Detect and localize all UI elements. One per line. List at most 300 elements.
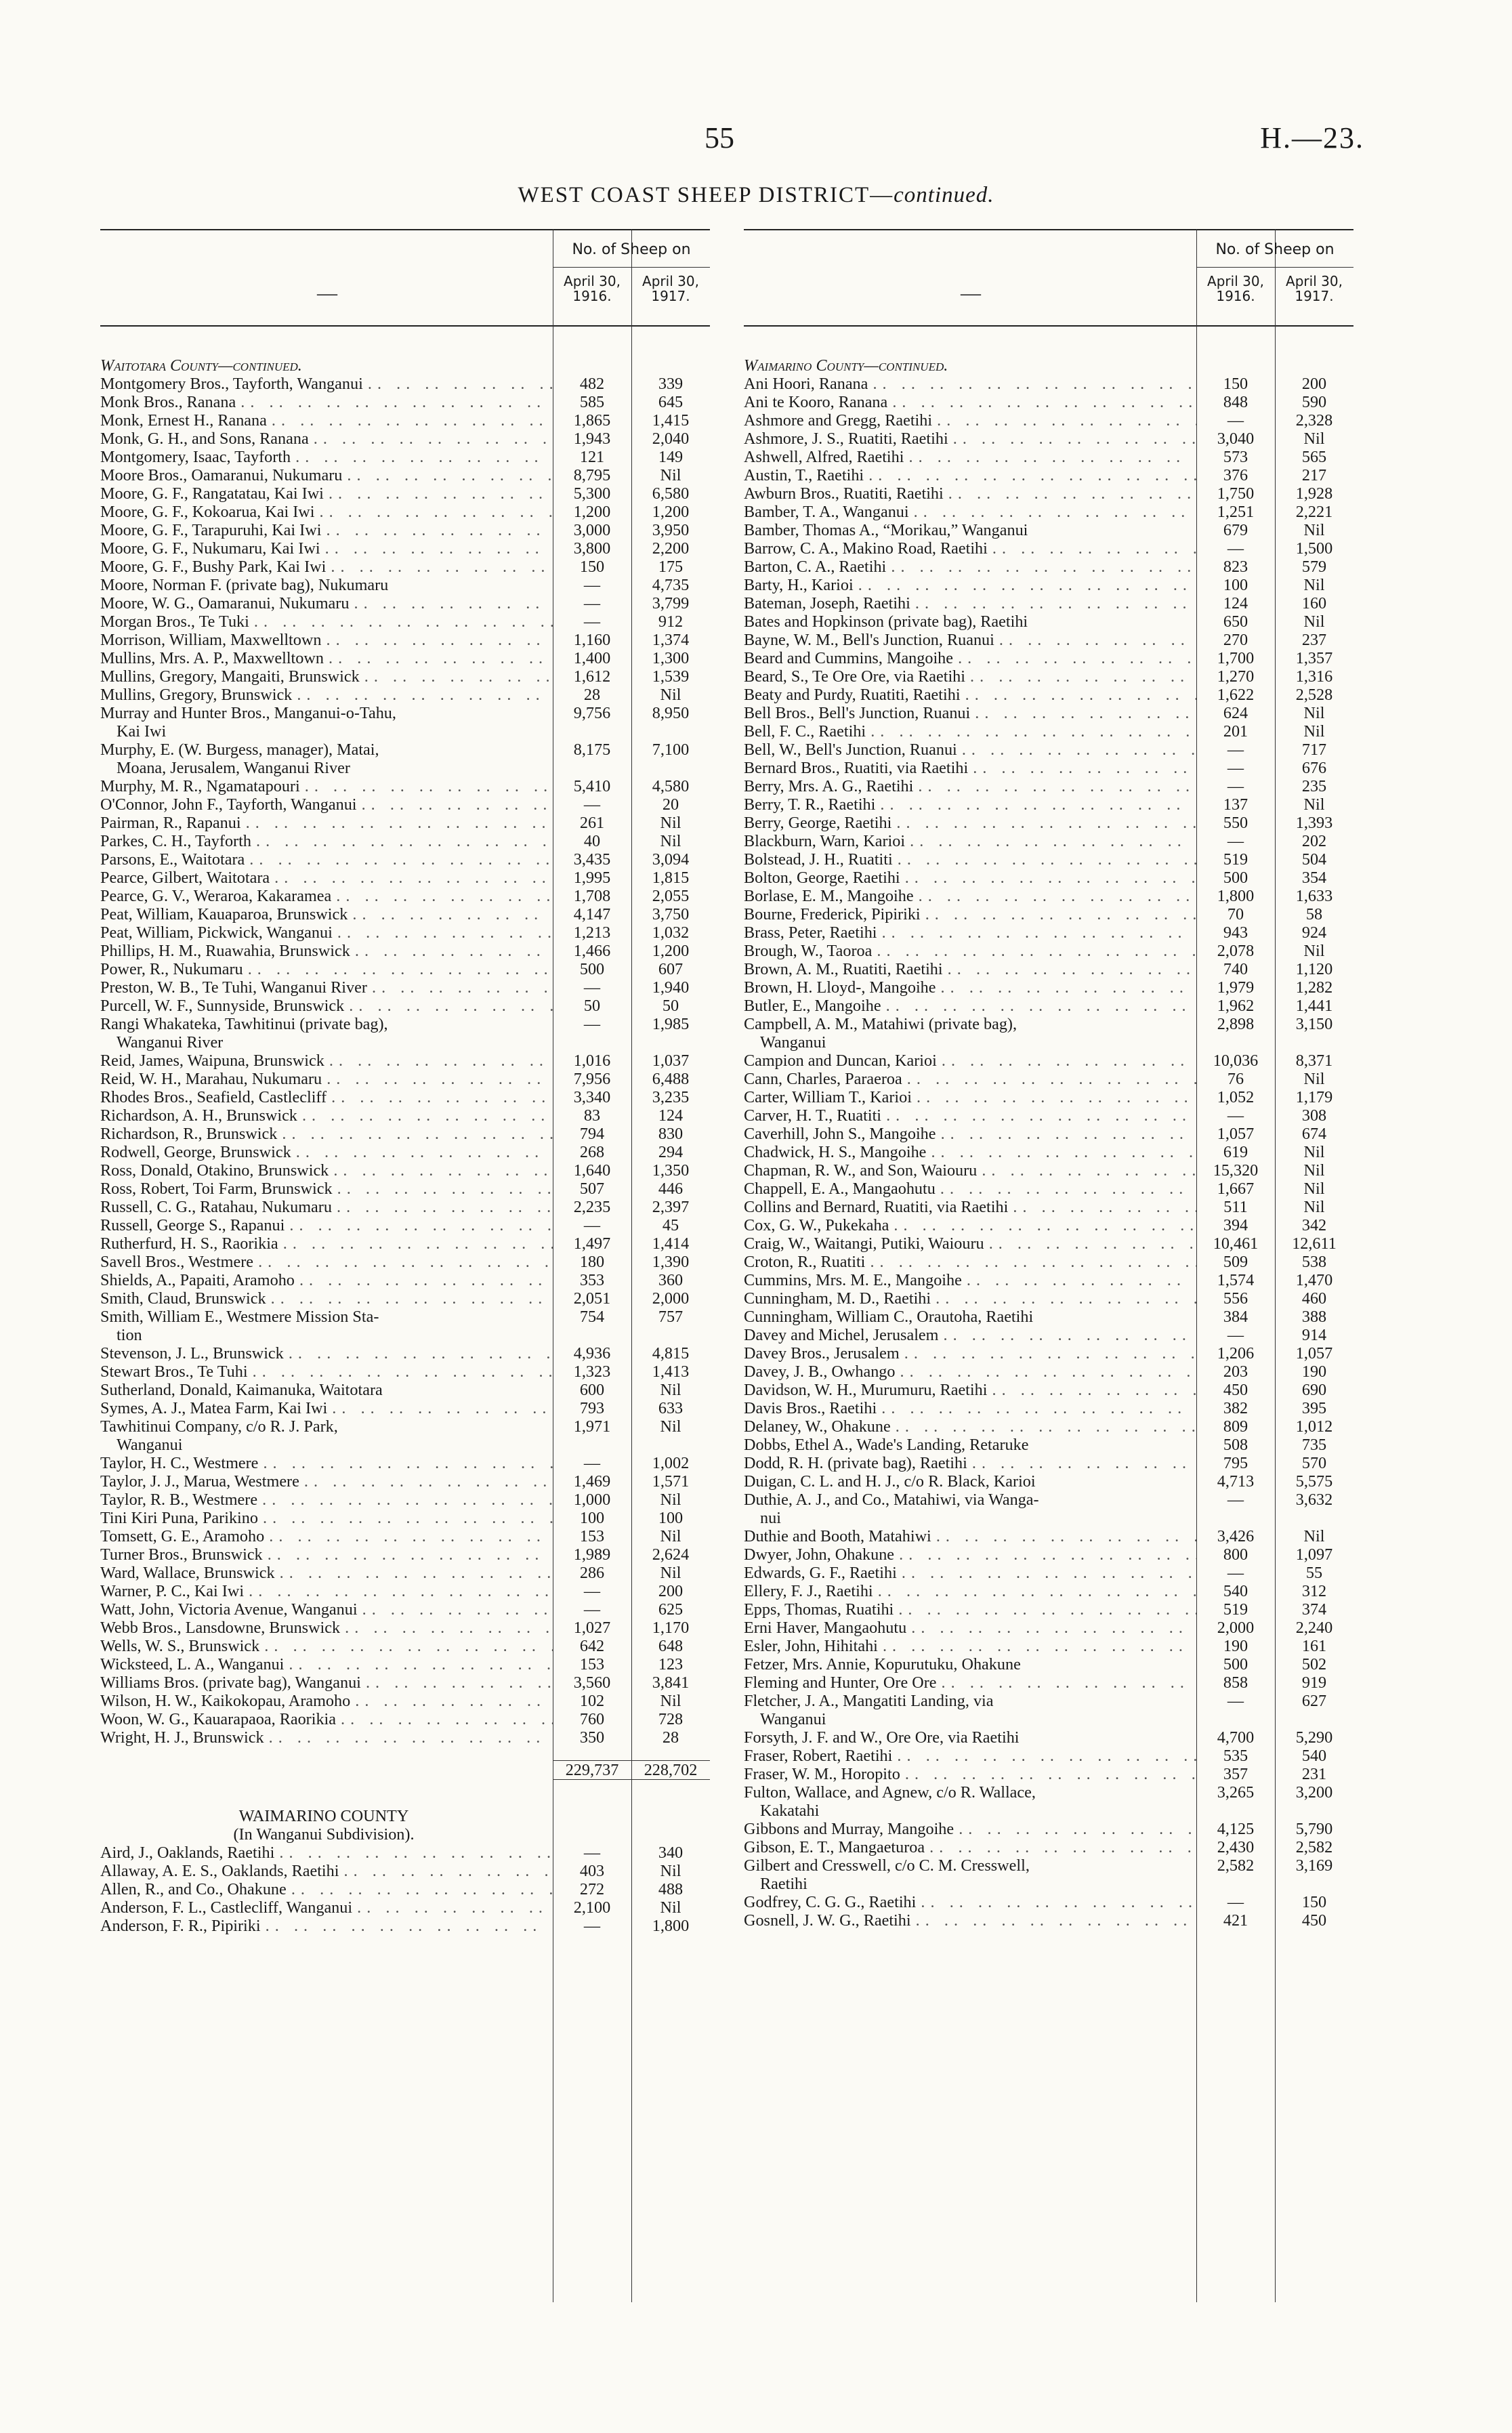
table-row [100,612,710,631]
sheep-1916: 540 [1223,1582,1248,1600]
owner-name: Brown, A. M., Ruatiti, Raetihi . . [744,960,1196,978]
section-heading [100,1807,710,1825]
sheep-1916: 3,340 [573,1088,611,1106]
sheep-1916: 76 [1227,1070,1244,1088]
table-row [100,704,710,741]
sheep-1916: 1,640 [573,1161,611,1180]
table-row [744,1198,1353,1216]
owner-name: Richardson, A. H., Brunswick . . [100,1106,553,1125]
sheep-1916: 1,057 [1217,1125,1255,1143]
sheep-1916: 619 [1223,1143,1248,1161]
owner-name: Gibson, E. T., Mangaeturoa . . [744,1838,1196,1856]
sheep-1917: 1,179 [1295,1088,1333,1106]
owner-name: Moore, G. F., Bushy Park, Kai Iwi . . [100,558,553,576]
table-row [100,1545,710,1564]
table-row [100,448,710,466]
sheep-1916: — [583,1454,601,1472]
sheep-1916: — [1227,1491,1244,1509]
sheep-1917: 149 [658,448,684,466]
table-row [744,1417,1353,1436]
right-table [744,229,1353,2302]
owner-name-continued: nui [760,1509,781,1527]
sheep-1917: 627 [1301,1692,1327,1710]
sheep-1916: 382 [1223,1399,1248,1417]
owner-name: Rangi Whakateka, Tawhitinui (private bag), [100,1015,388,1033]
sheep-1917: Nil [660,1862,681,1880]
owner-name: Gibbons and Murray, Mangoihe . . [744,1820,1196,1838]
table-row [744,631,1353,649]
sheep-1917: Nil [660,1692,681,1710]
table-row [744,1234,1353,1253]
table-row [100,777,710,795]
table-row [744,1308,1353,1326]
owner-name: Berry, George, Raetihi . . [744,814,1196,832]
sheep-1916: 1,612 [573,667,611,686]
table-row [100,1052,710,1070]
table-row [744,1838,1353,1856]
owner-name: Cann, Charles, Paraeroa . . [744,1070,1196,1088]
owner-name: Davey and Michel, Jerusalem . . [744,1326,1196,1344]
table-row [100,1399,710,1417]
table-row [744,1125,1353,1143]
owner-name: Beard and Cummins, Mangoihe . . [744,649,1196,667]
sheep-1916: 100 [1223,576,1248,594]
table-row [744,430,1353,448]
sheep-1917: 374 [1301,1600,1327,1619]
owner-cell [100,1417,553,1454]
col-1917-line2: 1917. [1295,288,1334,304]
sheep-1917: 395 [1301,1399,1327,1417]
owner-name: Pairman, R., Rapanui . . [100,814,553,832]
sheep-1916: — [583,1582,601,1600]
sheep-1916: 4,147 [573,905,611,923]
sheep-1916: 180 [579,1253,605,1271]
table-row [100,1289,710,1308]
sheep-1917: 160 [1301,594,1327,612]
table-row [100,667,710,686]
sheep-1916: 1,466 [573,942,611,960]
sheep-1916: 1,700 [1217,649,1255,667]
sheep-1916: 1,469 [573,1472,611,1491]
sheep-1917: 6,580 [652,484,690,503]
sheep-1916: 2,051 [573,1289,611,1308]
table-row [100,1234,710,1253]
owner-name: Godfrey, C. G. G., Raetihi . . [744,1893,1196,1911]
col-1917-line1: April 30, [1286,273,1343,289]
table-row [744,1253,1353,1271]
empty-cell [1275,356,1353,375]
table-row [744,1783,1353,1820]
sheep-1916: — [583,1917,601,1935]
owner-name: Allaway, A. E. S., Oaklands, Raetihi . . [100,1862,553,1880]
sheep-1916: 153 [579,1655,605,1673]
sheep-1917: 579 [1301,558,1327,576]
sheep-1916: 1,574 [1217,1271,1255,1289]
owner-name: Reid, James, Waipuna, Brunswick . . [100,1052,553,1070]
sheep-1916: — [1227,741,1244,759]
owner-name: Mullins, Gregory, Mangaiti, Brunswick . . [100,667,553,686]
table-row [744,905,1353,923]
sheep-count-header: No. of Sheep on [1215,241,1335,258]
sheep-1916: 357 [1223,1765,1248,1783]
owner-name: Duigan, C. L. and H. J., c/o R. Black, Karioi [744,1472,1036,1491]
table-row [100,1673,710,1692]
sheep-1917: 460 [1301,1289,1327,1308]
owner-name: Anderson, F. L., Castlecliff, Wanganui . . [100,1898,553,1917]
table-row [100,1363,710,1381]
table-row [744,1856,1353,1893]
table-row [744,1271,1353,1289]
sheep-1917: 488 [658,1880,684,1898]
sheep-1916: — [1227,411,1244,430]
sheep-1917: 924 [1301,923,1327,942]
owner-name: Dobbs, Ethel A., Wade's Landing, Retaruke [744,1436,1029,1454]
table-row [100,375,710,393]
sheep-1916: 270 [1223,631,1248,649]
sheep-1916: 153 [579,1527,605,1545]
sheep-1916: — [1227,832,1244,850]
owner-name: Barty, H., Karioi . . [744,576,1196,594]
owner-name: Monk Bros., Ranana . . [100,393,553,411]
sheep-1917: Nil [660,1564,681,1582]
owner-name: Allen, R., and Co., Ohakune . . [100,1880,553,1898]
spacer [100,1780,710,1793]
sheep-1917: 590 [1301,393,1327,411]
header-rule [100,325,710,327]
owner-name: Taylor, J. J., Marua, Westmere . . [100,1472,553,1491]
sheep-1917: 237 [1301,631,1327,649]
owner-name: Pearce, G. V., Weraroa, Kakaramea . . [100,887,553,905]
sheep-1916: 1,052 [1217,1088,1255,1106]
owner-name: Epps, Thomas, Ruatihi . . [744,1600,1196,1619]
owner-name: Wright, H. J., Brunswick . . [100,1728,553,1747]
sheep-1916: 2,235 [573,1198,611,1216]
table-row [744,923,1353,942]
sheep-1916: 795 [1223,1454,1248,1472]
owner-name: Bernard Bros., Ruatiti, via Raetihi . . [744,759,1196,777]
sheep-1916: 102 [579,1692,605,1710]
owner-name: Beard, S., Te Ore Ore, via Raetihi . . [744,667,1196,686]
owner-name-continued: Wanganui [117,1436,183,1454]
sheep-1917: 4,815 [652,1344,690,1363]
sheep-1917: 914 [1301,1326,1327,1344]
col-1917-header [638,274,703,304]
sheep-1917: Nil [1303,1180,1325,1198]
sheep-1917: Nil [1303,704,1325,722]
owner-name: Phillips, H. M., Ruawahia, Brunswick . . [100,942,553,960]
document-reference: H.—23. [1260,121,1364,154]
sheep-1917: 565 [1301,448,1327,466]
owner-name: Bates and Hopkinson (private bag), Raetihi [744,612,1028,631]
owner-name: Purcell, W. F., Sunnyside, Brunswick . . [100,997,553,1015]
sheep-1916: 2,898 [1217,1015,1255,1033]
owner-name: Collins and Bernard, Ruatiti, via Raetihi . . [744,1198,1196,1216]
sheep-1917: 1,940 [652,978,690,997]
sheep-1917: Nil [1303,1161,1325,1180]
table-row [744,484,1353,503]
sheep-1917: 1,350 [652,1161,690,1180]
sheep-1916: — [583,1600,601,1619]
sheep-1917: 2,200 [652,539,690,558]
table-row [744,667,1353,686]
owner-name: Bell Bros., Bell's Junction, Ruanui . . [744,704,1196,722]
table-row [100,466,710,484]
table-row [744,1216,1353,1234]
table-row [100,1381,710,1399]
table-row [100,1180,710,1198]
sheep-1916: 10,036 [1213,1052,1259,1070]
table-row [744,466,1353,484]
empty-cell [1196,356,1275,375]
sheep-1917: 3,632 [1295,1491,1333,1509]
table-row [744,1765,1353,1783]
owner-name: Caverhill, John S., Mangoihe . . [744,1125,1196,1143]
table-row [100,411,710,430]
table-row [100,1898,710,1917]
sheep-1916: 3,426 [1217,1527,1255,1545]
sheep-1916: 519 [1223,850,1248,869]
sheep-1917: 1,300 [652,649,690,667]
owner-name: Williams Bros. (private bag), Wanganui . . [100,1673,553,1692]
owner-name: Watt, John, Victoria Avenue, Wanganui . . [100,1600,553,1619]
sheep-1917: 5,290 [1295,1728,1333,1747]
sheep-1916: — [583,978,601,997]
sheep-1917: 625 [658,1600,684,1619]
owner-name: Fleming and Hunter, Ore Ore . . [744,1673,1196,1692]
owner-name: Ani Hoori, Ranana . . [744,375,1196,393]
spacer [100,1747,710,1760]
sheep-1916: 1,200 [573,503,611,521]
sheep-1916: 1,160 [573,631,611,649]
sheep-1917: 1,316 [1295,667,1333,686]
owner-name: Rodwell, George, Brunswick . . [100,1143,553,1161]
sheep-1917: 446 [658,1180,684,1198]
sheep-1917: Nil [660,686,681,704]
sheep-1916: 2,430 [1217,1838,1255,1856]
owner-name: Gosnell, J. W. G., Raetihi . . [744,1911,1196,1930]
table-row [744,1363,1353,1381]
owner-name: Symes, A. J., Matea Farm, Kai Iwi . . [100,1399,553,1417]
owner-name: Gilbert and Cresswell, c/o C. M. Cresswell, [744,1856,1030,1875]
table-row [744,521,1353,539]
owner-name: Dwyer, John, Ohakune . . [744,1545,1196,1564]
table-row [100,942,710,960]
table-row [744,1491,1353,1527]
owner-name: Brough, W., Taoroa . . [744,942,1196,960]
sheep-1916: 2,000 [1217,1619,1255,1637]
table-row [744,686,1353,704]
table-row [744,1106,1353,1125]
sheep-1917: 1,985 [652,1015,690,1033]
owner-name: Carter, William T., Karioi . . [744,1088,1196,1106]
sheep-1916: 760 [579,1710,605,1728]
right-rows [744,356,1353,1930]
table-row [100,997,710,1015]
table-row [744,777,1353,795]
sheep-1916: — [1227,1106,1244,1125]
sheep-1916: 508 [1223,1436,1248,1454]
sheep-1917: 1,200 [652,503,690,521]
table-row [100,539,710,558]
owner-name: Chapman, R. W., and Son, Waiouru . . [744,1161,1196,1180]
sheep-1917: 2,397 [652,1198,690,1216]
owner-name: Wilson, H. W., Kaikokopau, Aramoho . . [100,1692,553,1710]
sheep-1917: 1,928 [1295,484,1333,503]
owner-name: Ashmore and Gregg, Raetihi . . [744,411,1196,430]
header-subrule [1196,267,1353,268]
table-row [100,1216,710,1234]
table-row [100,960,710,978]
sheep-1917: 1,470 [1295,1271,1333,1289]
owner-name: Berry, T. R., Raetihi . . [744,795,1196,814]
sheep-1917: Nil [1303,942,1325,960]
owner-name: Erni Haver, Mangaohutu . . [744,1619,1196,1637]
owner-name: Stevenson, J. L., Brunswick . . [100,1344,553,1363]
table-row [744,1180,1353,1198]
table-row [744,1747,1353,1765]
sheep-1916: 1,708 [573,887,611,905]
sheep-1916: 350 [579,1728,605,1747]
top-rule [100,229,710,230]
owner-name: Savell Bros., Westmere . . [100,1253,553,1271]
table-row [100,594,710,612]
owner-name: Richardson, R., Brunswick . . [100,1125,553,1143]
owner-name: Bamber, Thomas A., “Morikau,” Wanganui [744,521,1028,539]
sheep-1917: 1,057 [1295,1344,1333,1363]
table-row [100,1253,710,1271]
table-row [744,1161,1353,1180]
section-heading-text: Waimarino County—continued. [744,356,948,375]
owner-name: Monk, G. H., and Sons, Ranana . . [100,430,553,448]
owner-name: Bayne, W. M., Bell's Junction, Ruanui . . [744,631,1196,649]
table-row [744,1893,1353,1911]
table-row [100,686,710,704]
owner-name: Ross, Donald, Otakino, Brunswick . . [100,1161,553,1180]
table-row [100,741,710,777]
table-row [744,960,1353,978]
sheep-1916: — [1227,1326,1244,1344]
sheep-1916: 500 [579,960,605,978]
sheep-1916: 794 [579,1125,605,1143]
sheep-1917: 6,488 [652,1070,690,1088]
table-row [744,1289,1353,1308]
sheep-1916: 535 [1223,1747,1248,1765]
table-row [744,1673,1353,1692]
section-heading [744,356,1353,375]
sheep-1916: 5,300 [573,484,611,503]
owner-name: Smith, William E., Westmere Mission Sta- [100,1308,379,1326]
sheep-1917: 3,150 [1295,1015,1333,1033]
owner-name: Cunningham, M. D., Raetihi . . [744,1289,1196,1308]
table-row [100,1344,710,1363]
sheep-1916: 100 [579,1509,605,1527]
owner-name: Ashwell, Alfred, Raetihi . . [744,448,1196,466]
table-row [100,887,710,905]
owner-name: Edwards, G. F., Raetihi . . [744,1564,1196,1582]
owner-name: Morgan Bros., Te Tuki . . [100,612,553,631]
owner-name: Russell, C. G., Ratahau, Nukumaru . . [100,1198,553,1216]
table-row [744,759,1353,777]
sheep-1917: 1,032 [652,923,690,942]
owner-name: Chappell, E. A., Mangaohutu . . [744,1180,1196,1198]
sheep-1916: 384 [1223,1308,1248,1326]
owner-name: Moore, Norman F. (private bag), Nukumaru [100,576,389,594]
owner-name: Tomsett, G. E., Aramoho . . [100,1527,553,1545]
table-row [100,430,710,448]
owner-name: Borlase, E. M., Mangoihe . . [744,887,1196,905]
sheep-1916: 1,213 [573,923,611,942]
owner-name: Sutherland, Donald, Kaimanuka, Waitotara [100,1381,383,1399]
owner-name: Peat, William, Pickwick, Wanganui . . [100,923,553,942]
sheep-1916: 1,027 [573,1619,611,1637]
owner-name: Brass, Peter, Raetihi . . [744,923,1196,942]
sheep-1917: 312 [1301,1582,1327,1600]
sheep-1916: — [583,1015,601,1033]
owner-cell [744,1692,1196,1728]
owner-name: Esler, John, Hihitahi . . [744,1637,1196,1655]
table-row [100,1917,710,1935]
sheep-1917: 2,240 [1295,1619,1333,1637]
sheep-1917: Nil [660,1381,681,1399]
owner-name: Awburn Bros., Ruatiti, Raetihi . . [744,484,1196,503]
sheep-1917: 1,441 [1295,997,1333,1015]
sheep-1916: 28 [583,686,601,704]
sheep-1917: Nil [1303,430,1325,448]
owner-name: Bell, W., Bell's Junction, Ruanui . . [744,741,1196,759]
sheep-1916: 823 [1223,558,1248,576]
sheep-1916: 124 [1223,594,1248,612]
sheep-1917: 1,037 [652,1052,690,1070]
sheep-1916: 3,040 [1217,430,1255,448]
sheep-1916: 394 [1223,1216,1248,1234]
table-row [744,1637,1353,1655]
sheep-1917: 217 [1301,466,1327,484]
owner-name: Montgomery, Isaac, Tayforth . . [100,448,553,466]
owner-name-continued: Moana, Jerusalem, Wanganui River [117,759,350,777]
table-row [744,594,1353,612]
sheep-1917: Nil [660,1417,681,1436]
sheep-1917: 1,097 [1295,1545,1333,1564]
owner-name: Bell, F. C., Raetihi . . [744,722,1196,741]
sheep-1917: 2,000 [652,1289,690,1308]
sheep-1917: 342 [1301,1216,1327,1234]
sheep-1917: 757 [658,1308,684,1326]
owner-name: Duthie and Booth, Matahiwi . . [744,1527,1196,1545]
owner-cell [100,741,553,777]
sheep-1916: 1,943 [573,430,611,448]
sheep-1917: 1,415 [652,411,690,430]
table-row [744,1454,1353,1472]
left-rows [100,356,710,1935]
sheep-1917: 12,611 [1292,1234,1337,1253]
sheep-1917: 161 [1301,1637,1327,1655]
sheep-1916: 1,016 [573,1052,611,1070]
sheep-1916: 1,251 [1217,503,1255,521]
sheep-1916: 268 [579,1143,605,1161]
owner-name: Duthie, A. J., and Co., Matahiwi, via Wanga- [744,1491,1039,1509]
sheep-1917: 1,374 [652,631,690,649]
sheep-1917: 674 [1301,1125,1327,1143]
sheep-1917: 3,750 [652,905,690,923]
owner-name: Bamber, T. A., Wanganui . . [744,503,1196,521]
sheep-1917: 58 [1305,905,1323,923]
sheep-1917: Nil [660,1527,681,1545]
owner-name-continued: Wanganui [760,1033,826,1052]
table-row [744,411,1353,430]
sheep-1916: 1,667 [1217,1180,1255,1198]
sheep-1916: 642 [579,1637,605,1655]
owner-name: Fulton, Wallace, and Agnew, c/o R. Wallace, [744,1783,1036,1802]
